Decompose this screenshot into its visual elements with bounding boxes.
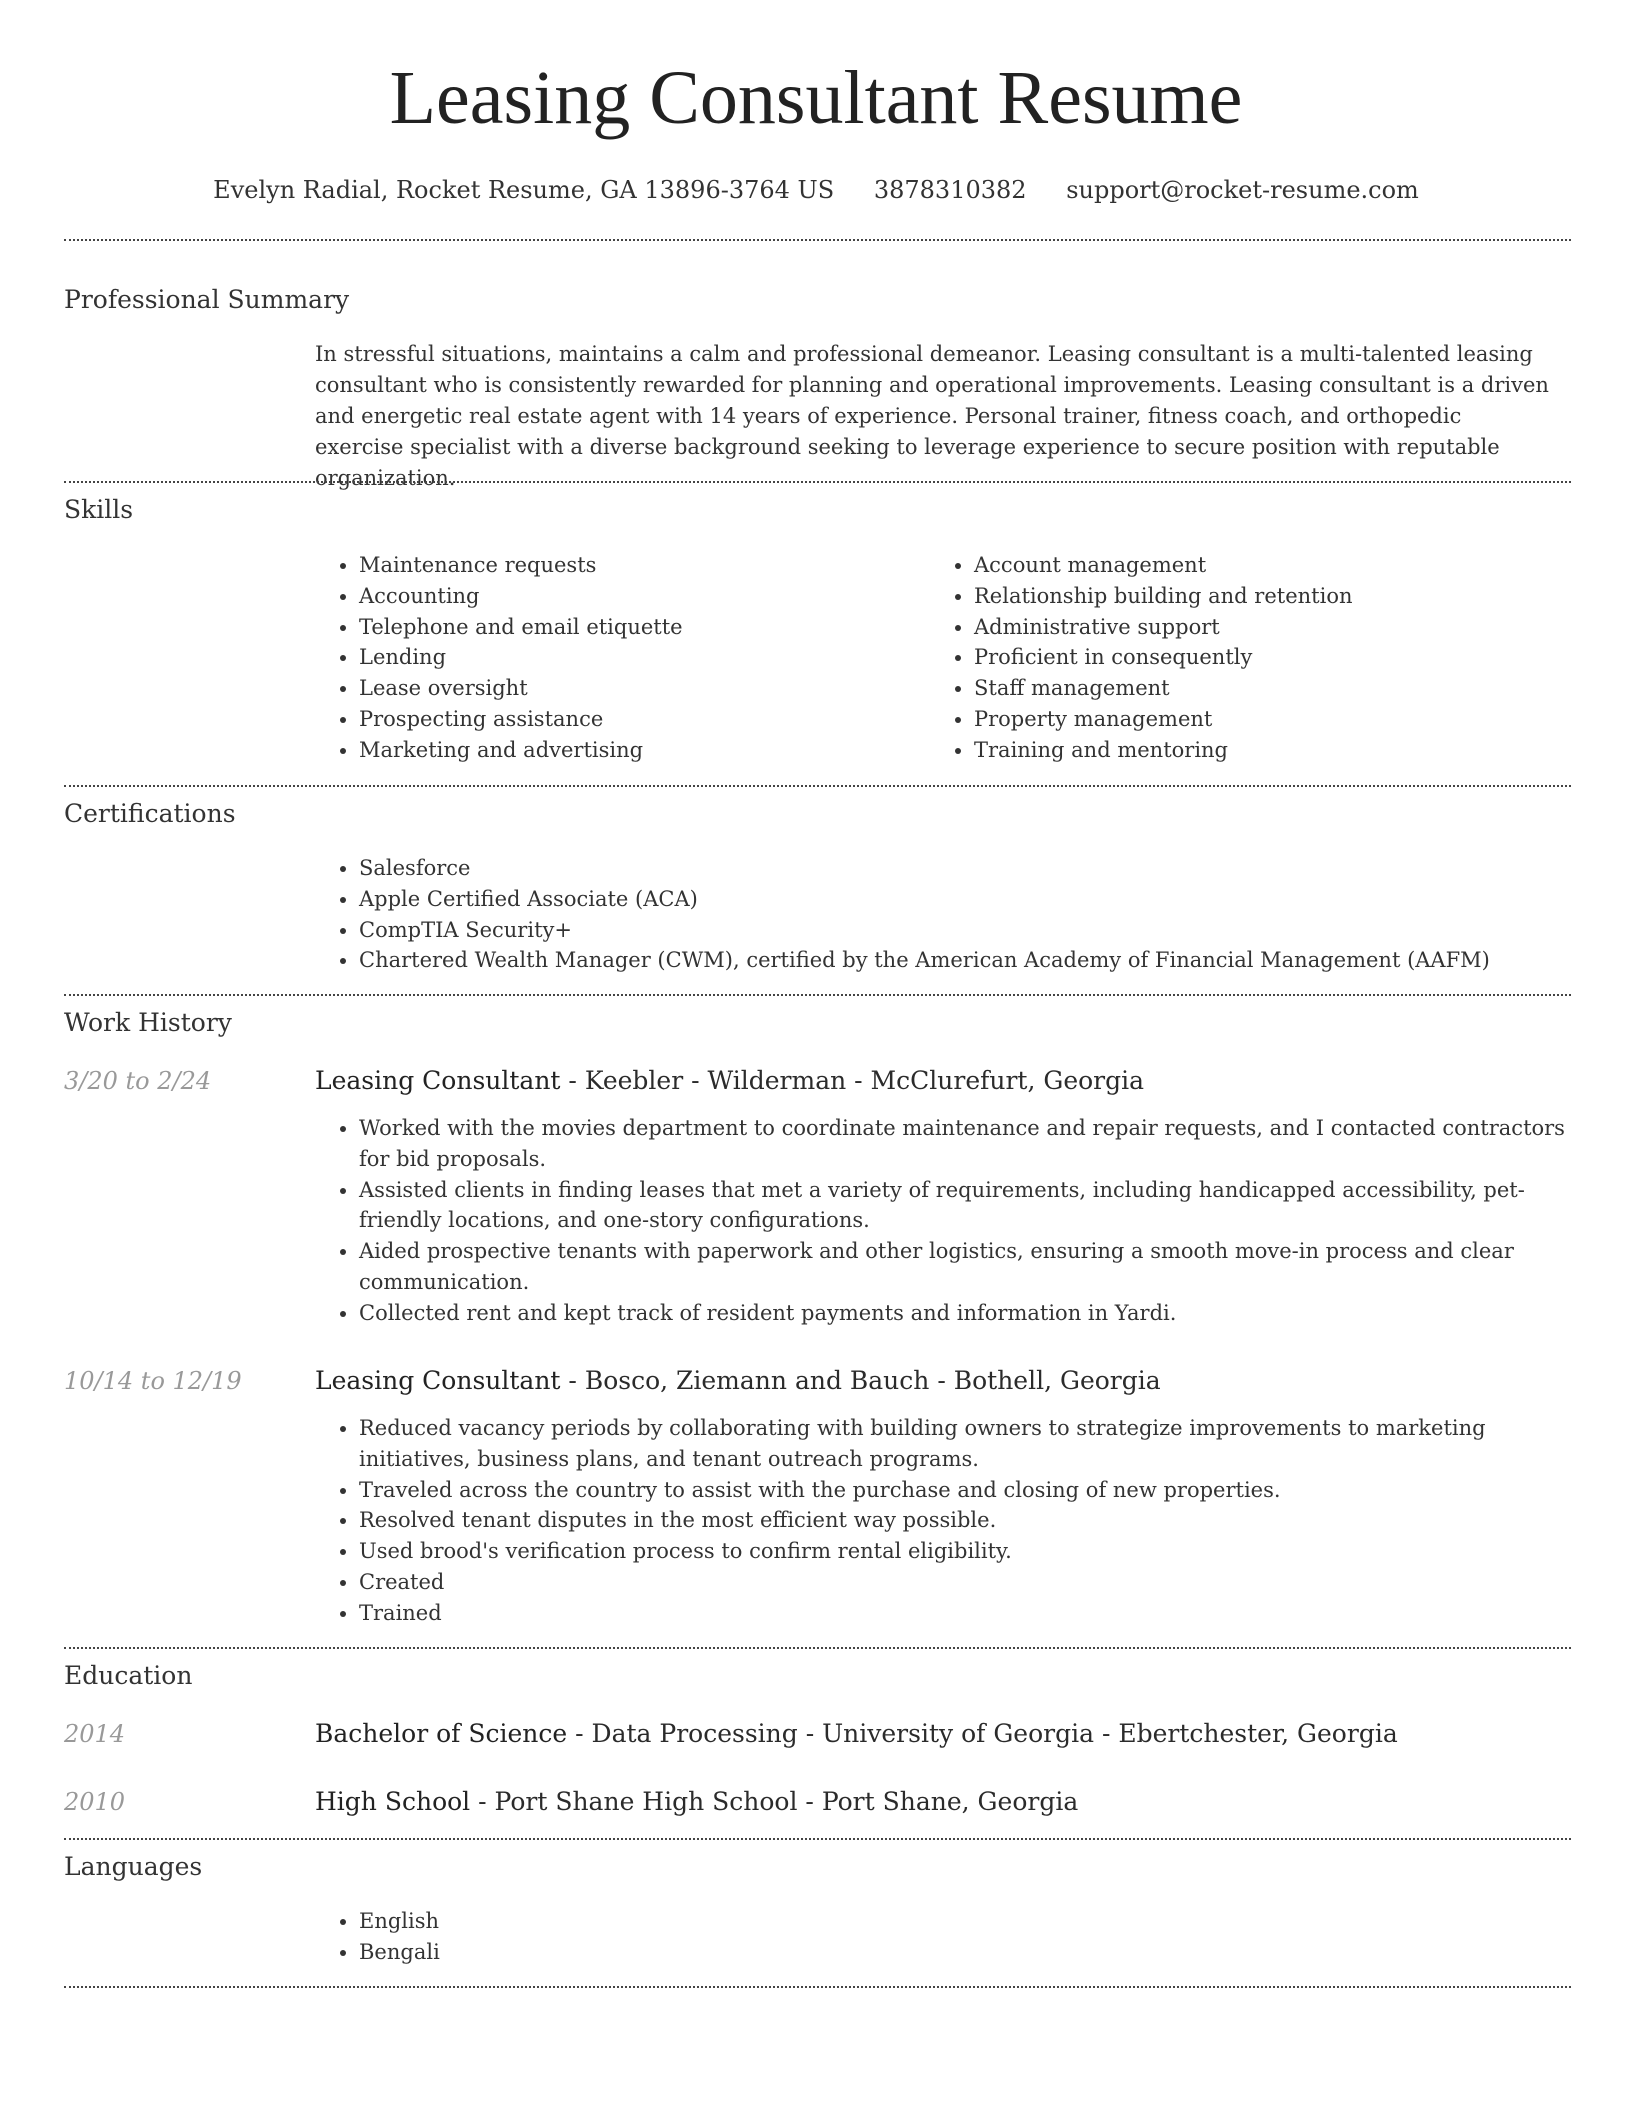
divider	[64, 1986, 1571, 1988]
list-item: • Apple Certified Associate (ACA)	[359, 884, 1599, 915]
list-item: • Lending	[359, 642, 919, 673]
degree: High School	[315, 1787, 471, 1816]
job-title: Leasing Consultant	[315, 1066, 561, 1095]
education-details: - Port Shane High School - Port Shane, Georgia	[470, 1787, 1079, 1816]
list-item: • Chartered Wealth Manager (CWM), certified by the American Academy of Financial Management (AAFM)	[359, 945, 1599, 976]
list-item: • Aided prospective tenants with paperwork and other logistics, ensuring a smooth move-in process and clear communication.	[359, 1236, 1599, 1298]
list-item: • Telephone and email etiquette	[359, 612, 919, 643]
contact-address: Evelyn Radial, Rocket Resume, GA 13896-3764 US	[213, 176, 835, 204]
job-heading	[315, 1361, 1161, 1401]
list-item: • Assisted clients in finding leases that met a variety of requirements, including handicapped accessibility, pet-friendly locations, and one-story configurations.	[359, 1175, 1599, 1237]
divider	[64, 1647, 1571, 1649]
list-item: • Reduced vacancy periods by collaborating with building owners to strategize improvements to marketing initiatives, business plans, and tenant outreach programs.	[359, 1413, 1599, 1475]
list-item: • Training and mentoring	[974, 735, 1594, 766]
list-item: • Property management	[974, 704, 1594, 735]
contact-email: support@rocket-resume.com	[1066, 176, 1419, 204]
list-item: • Prospecting assistance	[359, 704, 919, 735]
education-details: - Data Processing - University of Georgia - Ebertchester, Georgia	[567, 1719, 1398, 1748]
job-bullets	[315, 1113, 1599, 1329]
divider	[64, 994, 1571, 996]
list-item: • Relationship building and retention	[974, 581, 1594, 612]
job-dates: 3/20 to 2/24	[64, 1067, 212, 1095]
education-year: 2010	[64, 1788, 126, 1816]
skills-list-left	[315, 550, 919, 766]
list-item: • Resolved tenant disputes in the most efficient way possible.	[359, 1505, 1599, 1536]
list-item: • Worked with the movies department to coordinate maintenance and repair requests, and I contacted contractors for bid proposals.	[359, 1113, 1599, 1175]
list-item: • Traveled across the country to assist with the purchase and closing of new properties.	[359, 1475, 1599, 1506]
list-item: • Marketing and advertising	[359, 735, 919, 766]
list-item: • Bengali	[359, 1937, 959, 1968]
divider	[64, 481, 1571, 483]
languages-heading: Languages	[64, 1852, 203, 1881]
work-heading: Work History	[64, 1008, 232, 1037]
list-item: • CompTIA Security+	[359, 915, 1599, 946]
list-item: • Trained	[359, 1598, 1599, 1629]
list-item: • Maintenance requests	[359, 550, 919, 581]
skills-heading: Skills	[64, 495, 134, 524]
contact-phone: 3878310382	[873, 176, 1027, 204]
list-item: • Collected rent and kept track of resident payments and information in Yardi.	[359, 1298, 1599, 1329]
job-title: Leasing Consultant	[315, 1366, 561, 1395]
list-item: • Salesforce	[359, 853, 1599, 884]
certifications-heading: Certifications	[64, 799, 236, 828]
divider	[64, 785, 1571, 787]
education-entry	[315, 1782, 1078, 1822]
list-item: • Administrative support	[974, 612, 1594, 643]
degree: Bachelor of Science	[315, 1719, 568, 1748]
job-bullets	[315, 1413, 1599, 1629]
divider	[64, 239, 1571, 241]
job-details: - Bosco, Ziemann and Bauch - Bothell, Georgia	[560, 1366, 1161, 1395]
education-year: 2014	[64, 1720, 126, 1748]
job-details: - Keebler - Wilderman - McClurefurt, Georgia	[560, 1066, 1145, 1095]
summary-heading: Professional Summary	[64, 285, 350, 314]
list-item: • English	[359, 1906, 959, 1937]
list-item: • Staff management	[974, 673, 1594, 704]
education-heading: Education	[64, 1661, 193, 1690]
divider	[64, 1838, 1571, 1840]
list-item: • Proficient in consequently	[974, 642, 1594, 673]
job-dates: 10/14 to 12/19	[64, 1367, 242, 1395]
list-item: • Accounting	[359, 581, 919, 612]
resume-title: Leasing Consultant Resume	[389, 56, 1243, 140]
summary-text: In stressful situations, maintains a calm and professional demeanor. Leasing consultant is a multi-talented leasing consultant who is consistently rewarded for planning and operational improvements. Leasing consultant is a driven and energetic real estate agent with 14 years of experience. Personal trainer, fitness coach, and orthopedic exercise specialist with a diverse background seeking to leverage experience to secure position with reputable organization.	[315, 342, 1549, 490]
job-heading	[315, 1061, 1144, 1101]
education-entry	[315, 1714, 1398, 1754]
certifications-list	[315, 853, 1599, 976]
list-item: • Used brood's verification process to confirm rental eligibility.	[359, 1536, 1599, 1567]
contact-line	[0, 170, 1632, 210]
skills-list-right	[930, 550, 1594, 766]
list-item: • Lease oversight	[359, 673, 919, 704]
list-item: • Created	[359, 1567, 1599, 1598]
languages-list	[315, 1906, 959, 1968]
list-item: • Account management	[974, 550, 1594, 581]
